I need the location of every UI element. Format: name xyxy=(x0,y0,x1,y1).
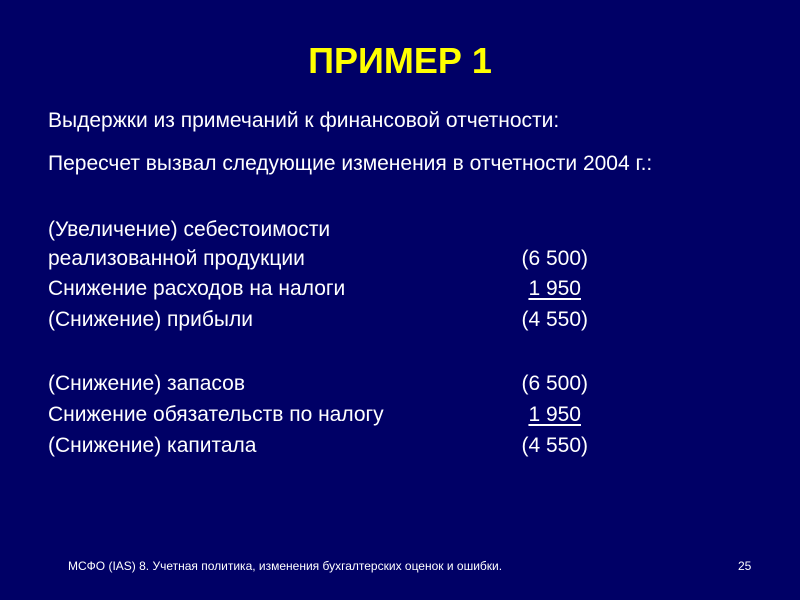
table-row-inventory xyxy=(48,368,588,399)
row-label: (Снижение) прибыли xyxy=(48,308,253,331)
row-label-line2: реализованной продукции xyxy=(48,247,305,270)
financial-changes-table xyxy=(48,215,588,461)
row-value: 1 950 xyxy=(528,403,581,426)
table-row-tax-expense xyxy=(48,273,588,304)
table-row-tax-liability xyxy=(48,399,588,430)
row-label: (Снижение) запасов xyxy=(48,372,245,395)
slide-footer: МСФО (IAS) 8. Учетная политика, изменения бухгалтерских оценок и ошибки. xyxy=(68,559,503,573)
table-row-cost-of-sales xyxy=(48,215,588,273)
group-spacer xyxy=(48,335,588,368)
row-value: 1 950 xyxy=(528,277,581,300)
slide-title: ПРИМЕР 1 xyxy=(308,40,492,81)
table-row-profit xyxy=(48,304,588,335)
row-value: (4 550) xyxy=(521,434,588,457)
row-label: Снижение расходов на налоги xyxy=(48,277,346,300)
page-number: 25 xyxy=(738,559,752,573)
row-value: (4 550) xyxy=(521,308,588,331)
row-value: (6 500) xyxy=(521,247,588,270)
table-row-equity xyxy=(48,430,588,461)
intro-line-2: Пересчет вызвал следующие изменения в отчетности 2004 г.: xyxy=(48,152,653,175)
row-label-line1: (Увеличение) себестоимости xyxy=(48,218,331,241)
intro-line-1: Выдержки из примечаний к финансовой отчетности: xyxy=(48,109,560,132)
row-label: Снижение обязательств по налогу xyxy=(48,403,384,426)
row-label xyxy=(48,215,330,273)
row-value: (6 500) xyxy=(521,372,588,395)
row-label: (Снижение) капитала xyxy=(48,434,257,457)
